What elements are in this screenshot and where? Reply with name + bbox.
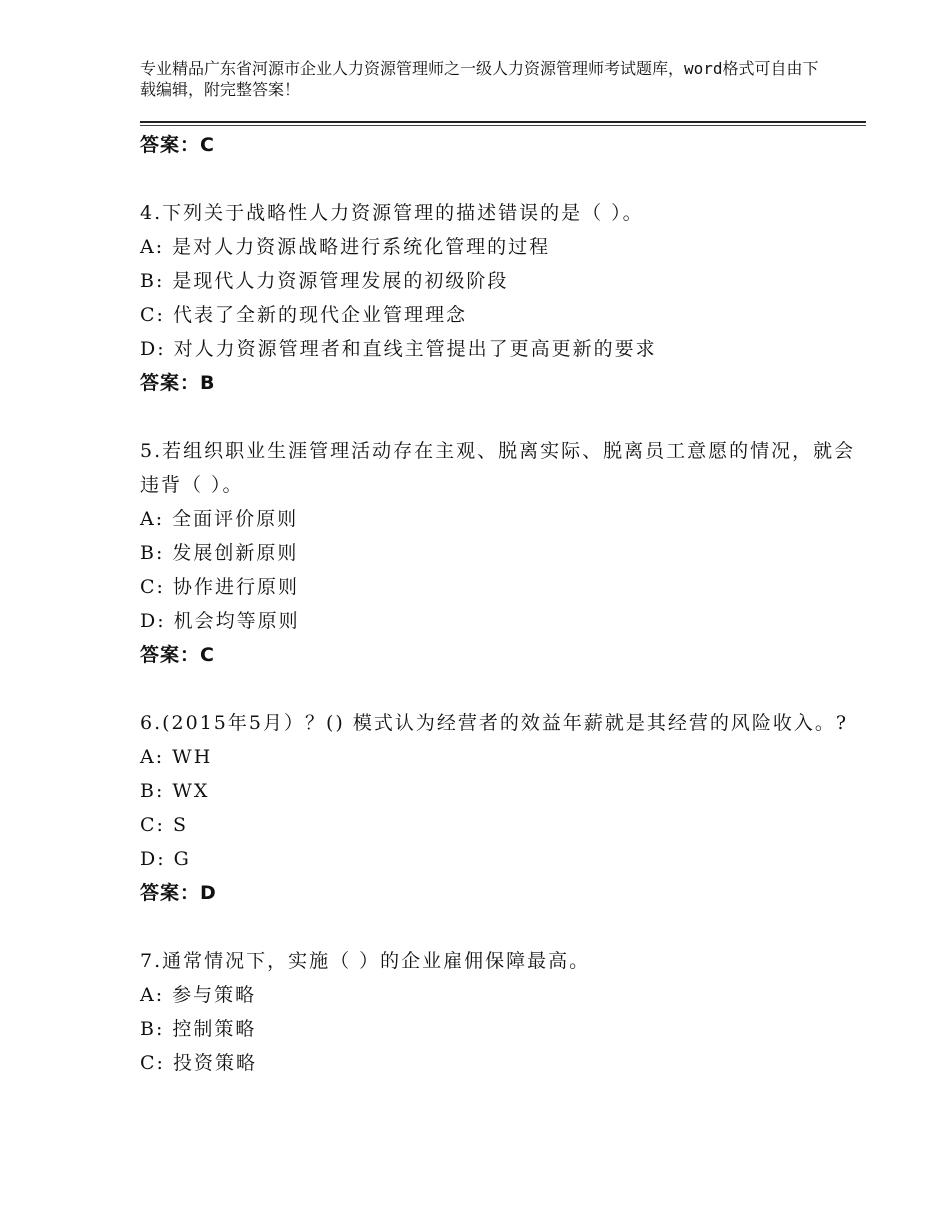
document-header: 专业精品广东省河源市企业人力资源管理师之一级人力资源管理师考试题库，word格式可自由下载编辑，附完整答案！ <box>140 59 819 99</box>
option-a: A: 全面评价原则 <box>140 508 299 530</box>
option-b: B: WX <box>140 780 210 802</box>
option-d: D: G <box>140 848 191 870</box>
question-stem: 6.(2015年5月）？() 模式认为经营者的效益年薪就是其经营的风险收入。? <box>140 712 849 734</box>
option-a: A: 是对人力资源战略进行系统化管理的过程 <box>140 236 551 258</box>
answer-label: 答案：C <box>140 134 215 156</box>
question-block <box>140 706 860 910</box>
answer-label: 答案：D <box>140 882 217 904</box>
answer-label: 答案：B <box>140 372 216 394</box>
question-stem: 7.通常情况下，实施（ ）的企业雇佣保障最高。 <box>140 950 591 972</box>
option-c: C: 协作进行原则 <box>140 576 299 598</box>
option-c: C: 代表了全新的现代企业管理理念 <box>140 304 467 326</box>
option-d: D: 机会均等原则 <box>140 610 300 632</box>
question-stem: 4.下列关于战略性人力资源管理的描述错误的是（ ）。 <box>140 202 644 224</box>
option-b: B: 控制策略 <box>140 1018 257 1040</box>
question-block <box>140 434 860 672</box>
header-divider-thin <box>140 125 866 126</box>
answer-label: 答案：C <box>140 644 215 666</box>
option-a: A: WH <box>140 746 213 768</box>
option-b: B: 发展创新原则 <box>140 542 299 564</box>
header-divider-thick <box>140 121 866 123</box>
question-list <box>140 128 860 1080</box>
option-c: C: 投资策略 <box>140 1052 257 1074</box>
option-c: C: S <box>140 814 188 836</box>
question-block <box>140 196 860 400</box>
question-block <box>140 944 860 1080</box>
option-d: D: 对人力资源管理者和直线主管提出了更高更新的要求 <box>140 338 657 360</box>
question-stem: 5.若组织职业生涯管理活动存在主观、脱离实际、脱离员工意愿的情况，就会违背（ ）。 <box>140 440 856 496</box>
option-a: A: 参与策略 <box>140 984 257 1006</box>
option-b: B: 是现代人力资源管理发展的初级阶段 <box>140 270 509 292</box>
